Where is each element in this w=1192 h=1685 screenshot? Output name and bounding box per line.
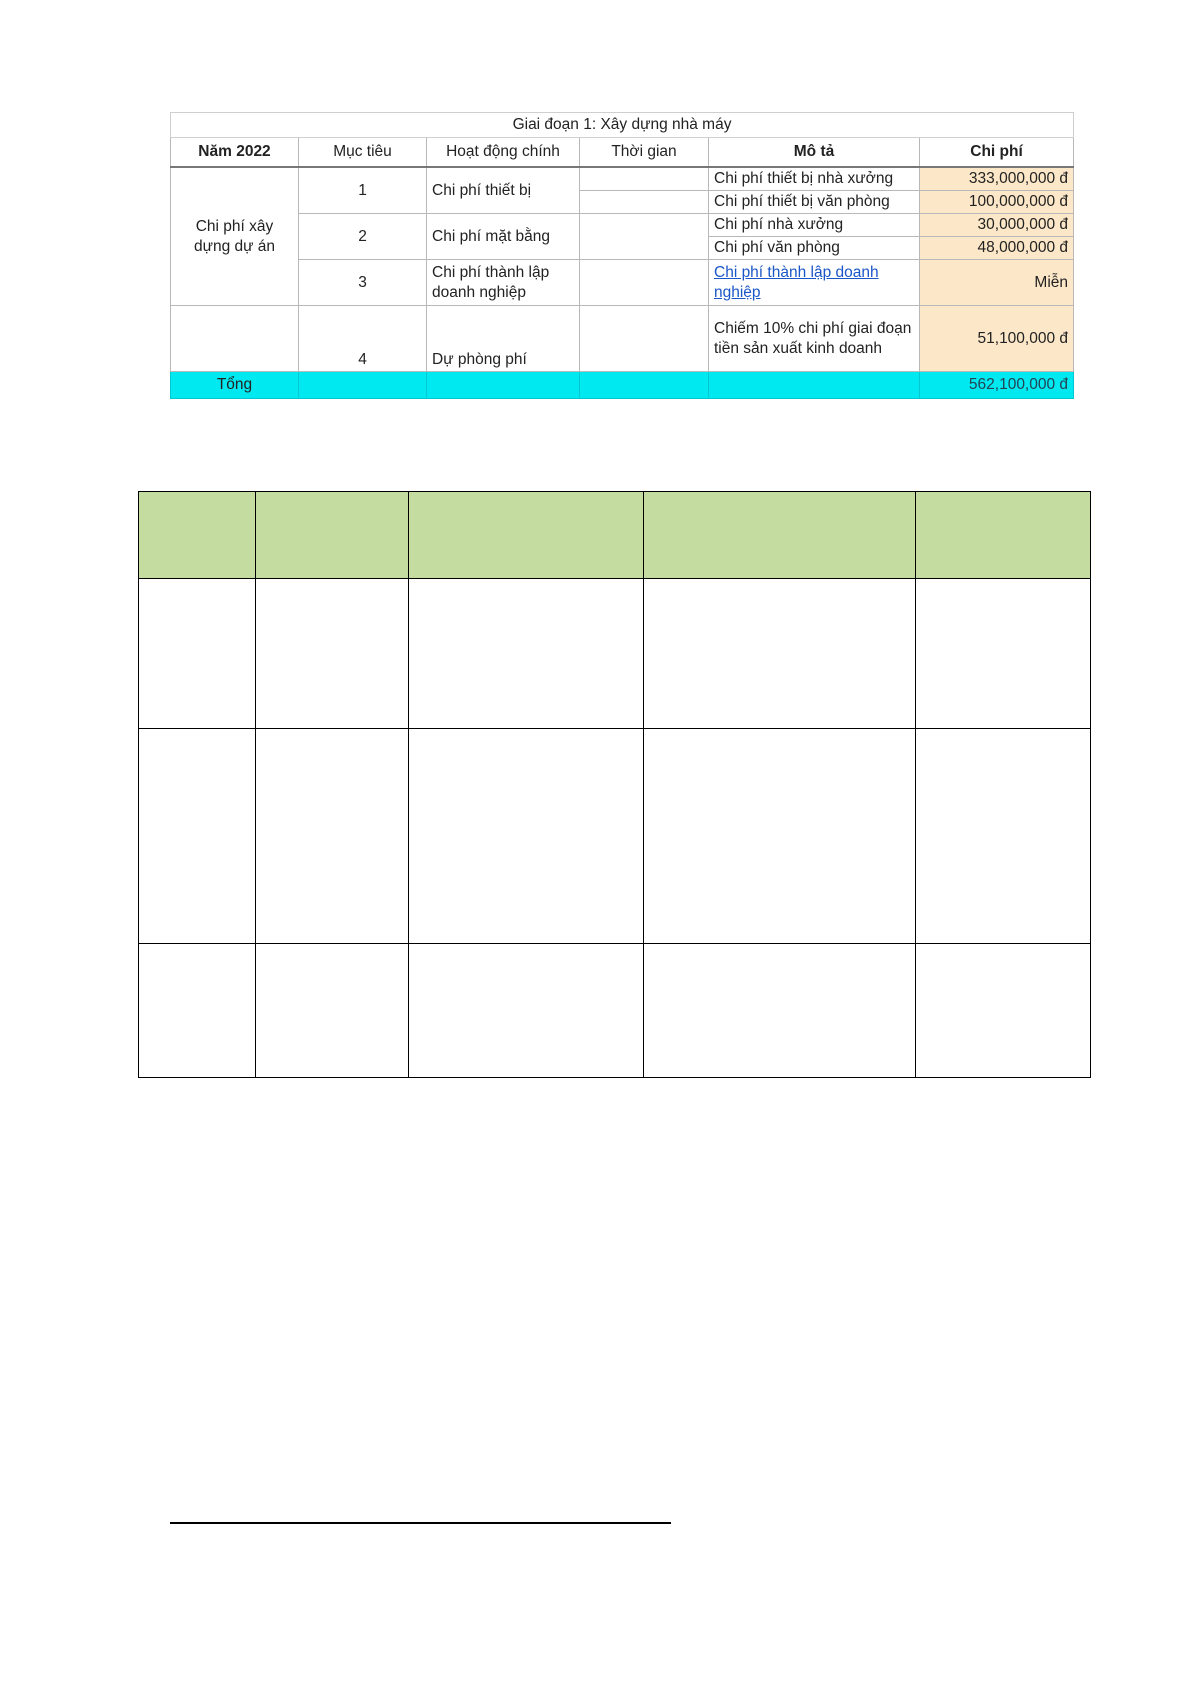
header-time: Thời gian <box>580 138 709 168</box>
grid-cell <box>256 729 409 944</box>
activity-cell: Chi phí mặt bằng <box>427 214 580 260</box>
grid-cell <box>256 944 409 1078</box>
grid-header-cell <box>409 492 644 579</box>
grid-row <box>139 729 1091 944</box>
table-row <box>171 167 1074 191</box>
target-cell: 1 <box>299 167 427 214</box>
cost-cell: Miễn <box>920 260 1074 306</box>
empty-cell <box>299 372 427 399</box>
header-year: Năm 2022 <box>171 138 299 168</box>
cost-table-image <box>170 112 1073 399</box>
grid-cell <box>409 579 644 729</box>
blank-grid <box>138 491 1091 1078</box>
cost-cell: 100,000,000 đ <box>920 191 1074 214</box>
description-cell: Chiếm 10% chi phí giai đoạn tiền sản xuất kinh doanh <box>709 306 920 372</box>
table-title: Giai đoạn 1: Xây dựng nhà máy <box>171 113 1074 138</box>
description-cell: Chi phí thiết bị nhà xưởng <box>709 167 920 191</box>
activity-cell: Chi phí thiết bị <box>427 167 580 214</box>
header-description: Mô tả <box>709 138 920 168</box>
time-cell <box>580 214 709 260</box>
grid-cell <box>916 729 1091 944</box>
header-target: Mục tiêu <box>299 138 427 168</box>
time-cell <box>580 260 709 306</box>
empty-cell <box>171 306 299 372</box>
grid-header-cell <box>256 492 409 579</box>
table-row <box>171 214 1074 237</box>
cost-cell: 51,100,000 đ <box>920 306 1074 372</box>
empty-table <box>138 491 1091 1078</box>
cost-cell: 30,000,000 đ <box>920 214 1074 237</box>
cost-cell: 333,000,000 đ <box>920 167 1074 191</box>
total-value: 562,100,000 đ <box>920 372 1074 399</box>
grid-cell <box>916 579 1091 729</box>
cost-table <box>170 112 1074 399</box>
time-cell <box>580 306 709 372</box>
grid-cell <box>256 579 409 729</box>
empty-cell <box>580 372 709 399</box>
time-cell <box>580 191 709 214</box>
grid-header-cell <box>139 492 256 579</box>
grid-cell <box>916 944 1091 1078</box>
grid-cell <box>644 579 916 729</box>
description-link[interactable]: Chi phí thành lập doanh nghiệp <box>709 260 920 306</box>
grid-cell <box>644 944 916 1078</box>
grid-cell <box>409 944 644 1078</box>
grid-cell <box>409 729 644 944</box>
header-row <box>171 138 1074 168</box>
description-cell: Chi phí văn phòng <box>709 237 920 260</box>
grid-row <box>139 579 1091 729</box>
grid-cell <box>139 579 256 729</box>
total-label: Tổng <box>171 372 299 399</box>
description-cell: Chi phí nhà xưởng <box>709 214 920 237</box>
cost-cell: 48,000,000 đ <box>920 237 1074 260</box>
table-row <box>171 306 1074 372</box>
header-cost: Chi phí <box>920 138 1074 168</box>
grid-row <box>139 944 1091 1078</box>
footnote-separator <box>170 1522 671 1524</box>
total-row <box>171 372 1074 399</box>
grid-cell <box>139 944 256 1078</box>
target-cell: 3 <box>299 260 427 306</box>
group-label: Chi phí xây dựng dự án <box>171 167 299 306</box>
activity-cell: Chi phí thành lập doanh nghiệp <box>427 260 580 306</box>
grid-cell <box>644 729 916 944</box>
grid-cell <box>139 729 256 944</box>
activity-cell: Dự phòng phí <box>427 306 580 372</box>
header-activity: Hoạt động chính <box>427 138 580 168</box>
table-row <box>171 260 1074 306</box>
grid-header-cell <box>644 492 916 579</box>
target-cell: 2 <box>299 214 427 260</box>
empty-cell <box>427 372 580 399</box>
time-cell <box>580 167 709 191</box>
empty-cell <box>709 372 920 399</box>
grid-header-cell <box>916 492 1091 579</box>
grid-header-row <box>139 492 1091 579</box>
target-cell: 4 <box>299 306 427 372</box>
description-cell: Chi phí thiết bị văn phòng <box>709 191 920 214</box>
